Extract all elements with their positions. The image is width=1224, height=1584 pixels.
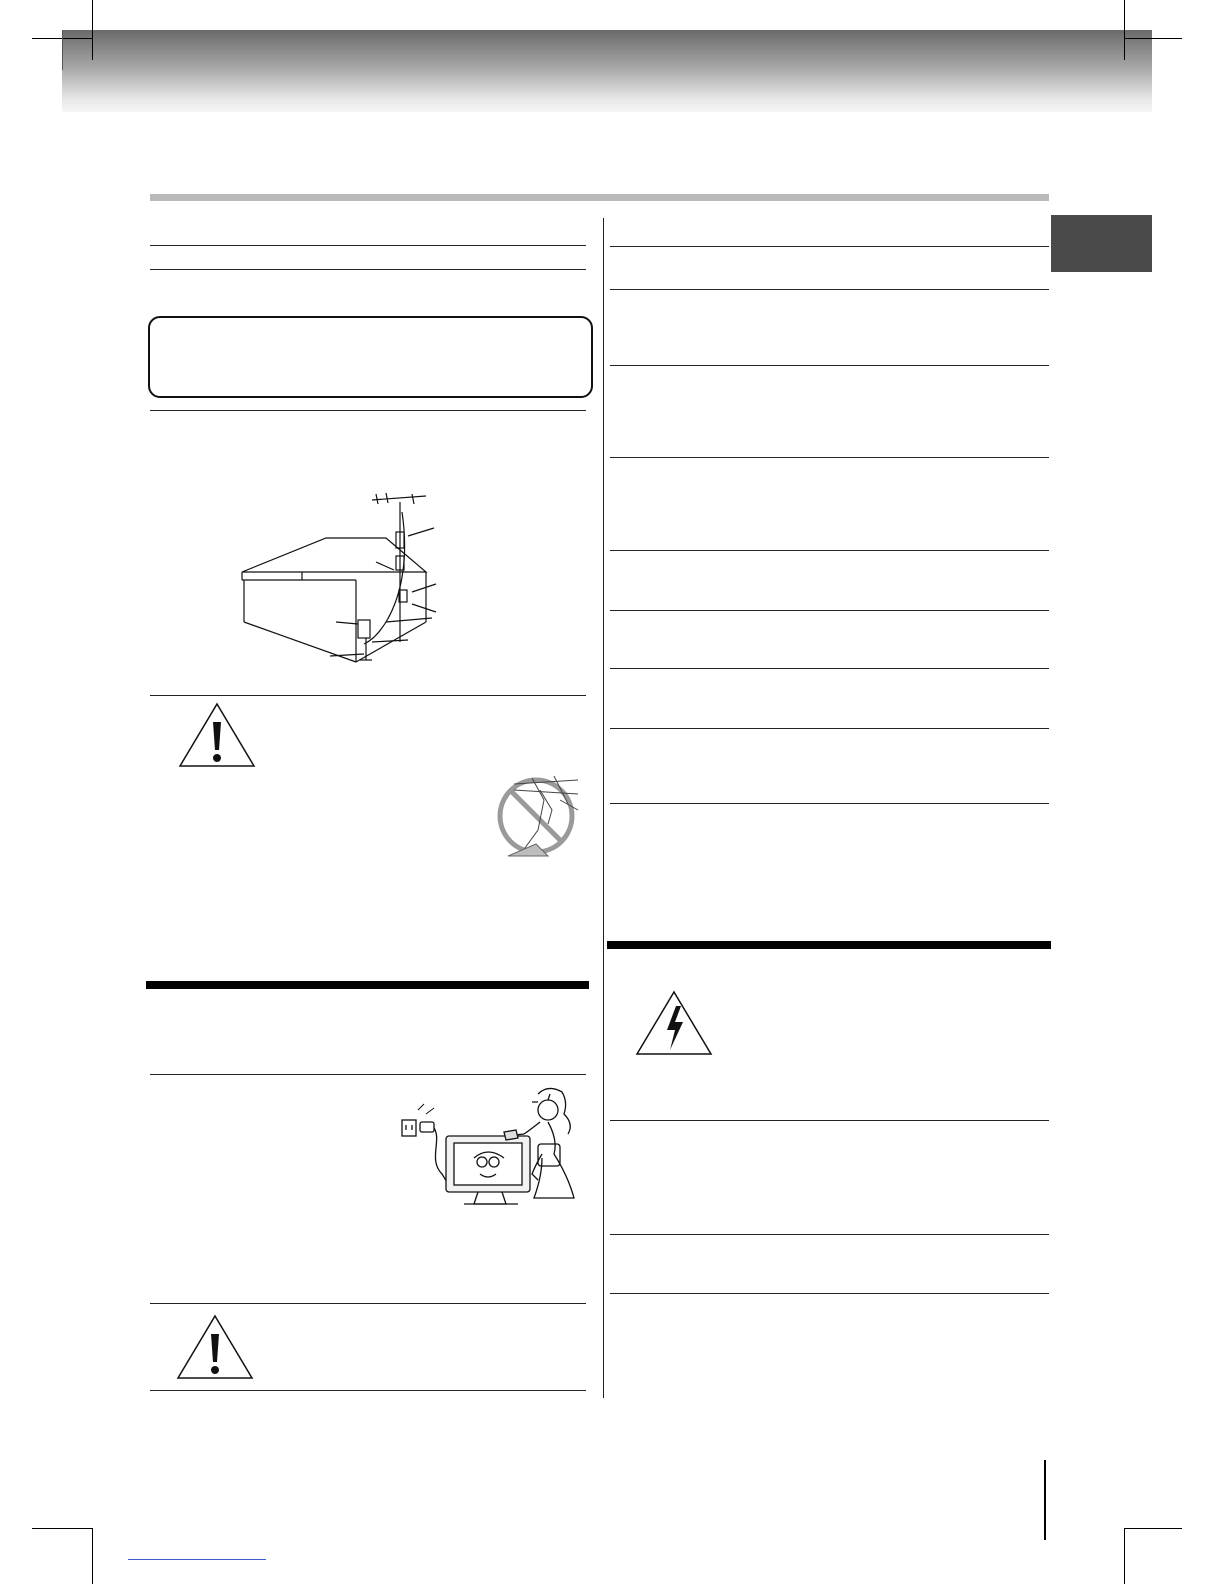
rule — [150, 245, 586, 246]
crop-mark — [1124, 38, 1182, 39]
exclamation-warning-icon — [178, 702, 256, 768]
rule — [150, 695, 586, 696]
crop-mark — [92, 1528, 93, 1584]
chapter-side-tab — [1051, 215, 1152, 272]
header-band — [62, 30, 1152, 112]
lightning-warning-icon — [635, 990, 713, 1056]
rule — [610, 550, 1049, 551]
rule — [610, 1234, 1049, 1235]
crop-mark — [1124, 1528, 1125, 1584]
rule — [610, 610, 1049, 611]
antenna-grounding-diagram — [236, 492, 446, 664]
rule — [610, 457, 1049, 458]
column-divider — [603, 218, 604, 1398]
crop-mark — [92, 0, 93, 60]
rule — [610, 289, 1049, 290]
crop-mark — [1124, 1528, 1182, 1529]
rule — [610, 365, 1049, 366]
section-rule — [146, 981, 589, 989]
rule — [610, 728, 1049, 729]
crop-mark — [62, 30, 63, 70]
section-title-rule — [150, 194, 1049, 201]
rule — [150, 1303, 586, 1304]
section-rule — [607, 941, 1051, 949]
person-cleaning-tv-illustration — [398, 1080, 578, 1212]
exclamation-warning-icon — [176, 1314, 254, 1380]
rule — [610, 246, 1049, 247]
rule — [150, 1390, 586, 1391]
footer-link-underline[interactable] — [128, 1559, 266, 1560]
notice-box — [148, 316, 593, 398]
crop-mark — [32, 1528, 92, 1529]
rule — [610, 668, 1049, 669]
rule — [610, 1293, 1049, 1294]
rule — [610, 803, 1049, 804]
crop-mark — [1124, 0, 1125, 60]
rule — [150, 269, 586, 270]
no-antenna-power-lines-icon — [494, 770, 580, 858]
page-number-rule — [1044, 1460, 1046, 1540]
rule — [150, 1074, 586, 1075]
rule — [150, 410, 586, 411]
rule — [610, 1120, 1049, 1121]
